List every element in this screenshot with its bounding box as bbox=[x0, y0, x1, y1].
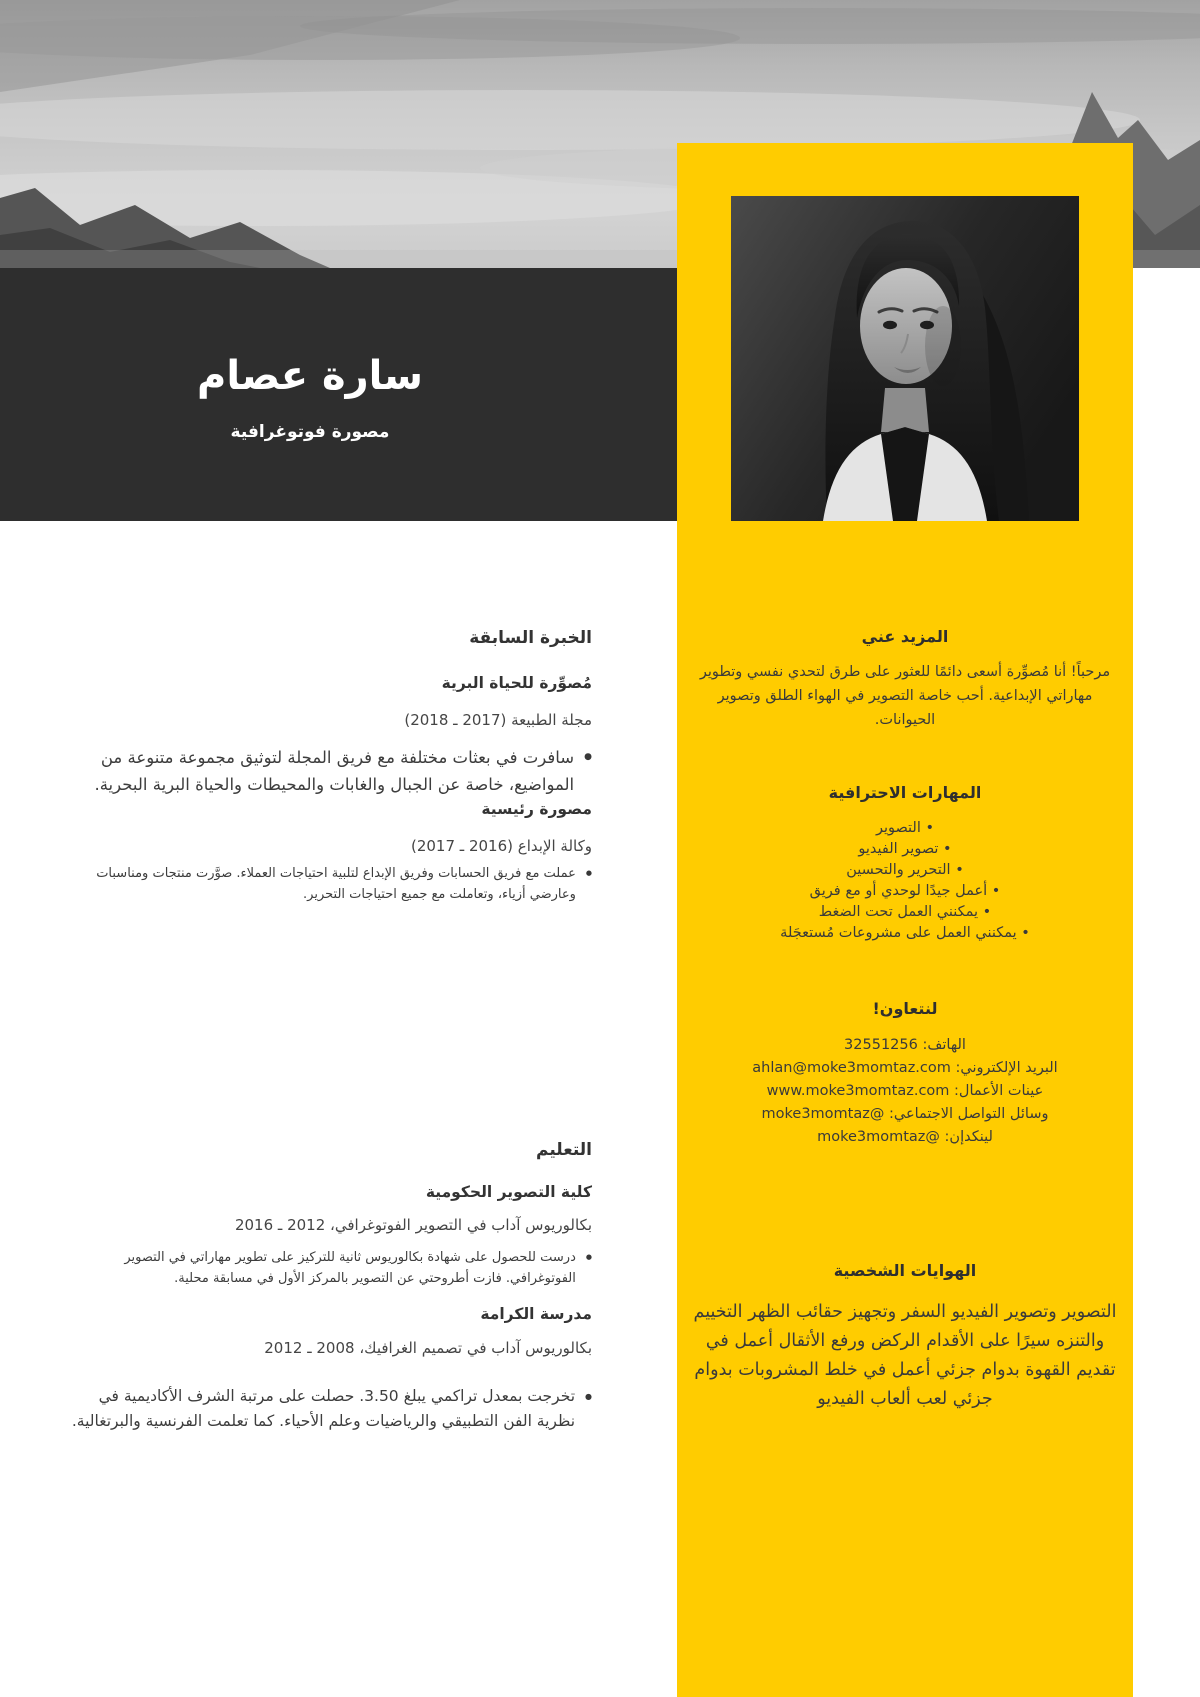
contact-label: لينكدإن: bbox=[944, 1129, 993, 1145]
experience-role: مصورة رئيسية bbox=[481, 800, 592, 818]
name-block bbox=[0, 352, 620, 442]
contact-label: وسائل التواصل الاجتماعي: bbox=[888, 1106, 1049, 1122]
skill-item: • يمكنني العمل على مشروعات مُستعجَلة bbox=[697, 923, 1113, 944]
about-heading: المزيد عني bbox=[861, 627, 949, 646]
education-school: مدرسة الكرامة bbox=[480, 1305, 592, 1323]
experience-org: مجلة الطبيعة (2017 ـ 2018) bbox=[404, 711, 592, 729]
profile-photo bbox=[731, 196, 1079, 521]
skills-section bbox=[697, 783, 1113, 944]
contact-email bbox=[697, 1057, 1113, 1080]
experience-role: مُصوِّرة للحياة البرية bbox=[441, 674, 592, 692]
education-school: كلية التصوير الحكومية bbox=[425, 1183, 592, 1201]
about-section bbox=[697, 627, 1113, 732]
skill-item: • يمكنني العمل تحت الضغط bbox=[697, 902, 1113, 923]
person-name: سارة عصام bbox=[197, 353, 423, 399]
contact-value: www.moke3momtaz.com bbox=[766, 1083, 950, 1099]
contact-social bbox=[697, 1103, 1113, 1126]
contact-label: عينات الأعمال: bbox=[954, 1083, 1044, 1099]
contact-section bbox=[697, 999, 1113, 1149]
education-bullet bbox=[70, 1384, 592, 1434]
skill-item: • التحرير والتحسين bbox=[697, 860, 1113, 881]
skill-item: • تصوير الفيديو bbox=[697, 839, 1113, 860]
sidebar-panel bbox=[677, 143, 1133, 1697]
contact-value: 32551256 bbox=[844, 1037, 918, 1053]
experience-heading: الخبرة السابقة bbox=[469, 628, 592, 648]
education-heading: التعليم bbox=[536, 1140, 592, 1160]
hobbies-section bbox=[685, 1261, 1125, 1414]
experience-bullet-text: ● عملت مع فريق الحسابات وفريق الإبداع لتلبية احتياجات العملاء. صوَّرت منتجات ومناسبات وعارضي أزياء، وتعاملت مع جميع احتياجات التحرير. bbox=[96, 866, 576, 902]
experience-bullet bbox=[70, 863, 592, 905]
education-bullet-text: ● تخرجت بمعدل تراكمي يبلغ 3.50. حصلت على مرتبة الشرف الأكاديمية في نظرية الفن التطبيقي والرياضيات وعلم الأحياء. كما تعلمت الفرنسية والبرتغالية. bbox=[71, 1387, 576, 1430]
hobbies-heading: الهوايات الشخصية bbox=[833, 1261, 977, 1280]
experience-bullet-text: ● سافرت في بعثات مختلفة مع فريق المجلة لتوثيق مجموعة متنوعة من المواضيع، خاصة عن الجبال والغابات والمحيطات والحياة البرية البحرية. bbox=[94, 748, 575, 794]
education-bullet-text: ● درست للحصول على شهادة بكالوريوس ثانية للتركيز على تطوير مهاراتي في التصوير الفوتوغرافي. فازت أطروحتي عن التصوير بالمركز الأول في مسابقة محلية. bbox=[124, 1250, 576, 1286]
contact-value: ahlan@moke3momtaz.com bbox=[752, 1060, 951, 1076]
education-bullet bbox=[70, 1247, 592, 1289]
education-degree: بكالوريوس آداب في التصوير الفوتوغرافي، 2012 ـ 2016 bbox=[234, 1216, 592, 1234]
skill-item: • التصوير bbox=[697, 818, 1113, 839]
contact-heading: لنتعاون! bbox=[872, 999, 938, 1018]
main-column bbox=[70, 0, 592, 1697]
contact-value: @moke3momtaz bbox=[761, 1106, 885, 1122]
hobbies-text: التصوير وتصوير الفيديو السفر وتجهيز حقائب الظهر التخييم والتنزه سيرًا على الأقدام الركض ورفع الأثقال أعمل في تقديم القهوة بدوام جزئي أعمل في خلط المشروبات بدوام جزئي لعب ألعاب الفيديو bbox=[693, 1302, 1117, 1409]
skill-item: • أعمل جيدًا لوحدي أو مع فريق bbox=[697, 881, 1113, 902]
about-text: مرحباً! أنا مُصوِّرة أسعى دائمًا للعثور على طرق لتحدي نفسي وتطوير مهاراتي الإبداعية. أحب خاصة التصوير في الهواء الطلق وتصوير الحيوانات. bbox=[699, 664, 1111, 728]
skills-heading: المهارات الاحترافية bbox=[828, 783, 982, 802]
person-job-title: مصورة فوتوغرافية bbox=[230, 422, 390, 442]
contact-value: @moke3momtaz bbox=[817, 1129, 940, 1145]
contact-portfolio bbox=[697, 1080, 1113, 1103]
contact-label: الهاتف: bbox=[922, 1037, 966, 1053]
portrait-graphic bbox=[731, 196, 1079, 521]
experience-org: وكالة الإبداع (2016 ـ 2017) bbox=[410, 837, 592, 855]
education-degree: بكالوريوس آداب في تصميم الغرافيك، 2008 ـ 2012 bbox=[264, 1339, 592, 1357]
contact-label: البريد الإلكتروني: bbox=[955, 1060, 1058, 1076]
contact-linkedin bbox=[697, 1126, 1113, 1149]
contact-phone bbox=[697, 1034, 1113, 1057]
experience-bullet bbox=[70, 744, 592, 798]
